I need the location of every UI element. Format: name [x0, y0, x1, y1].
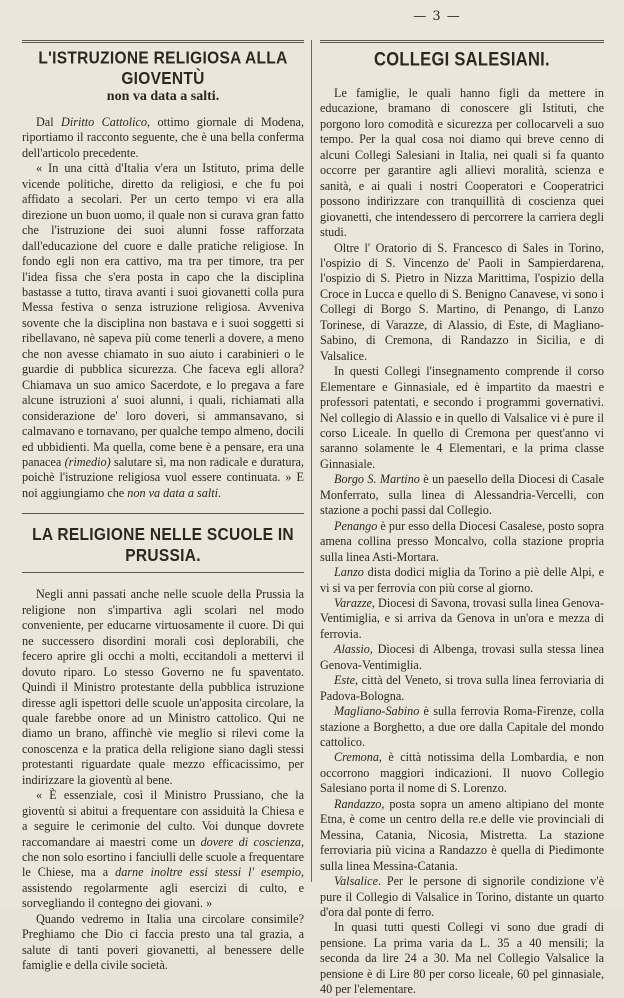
paragraph: Dal Diritto Cattolico, ottimo giornale di Modena, riportiamo il racconto seguente, che è una bella conferma dell'articolo precedente. — [22, 115, 304, 160]
paragraph: Quando vedremo in Italia una circolare consimile? Preghiamo che Dio ci faccia presto una tal grazia, a salute di tanti poveri giovanetti, al benessere delle famiglie e della civile società. — [22, 911, 304, 973]
place-name: Penango — [334, 518, 378, 533]
collegio-paragraph: Este, città del Veneto, si trova sulla linea ferroviaria di Padova-Bologna. — [320, 673, 604, 703]
article-subtitle: non va data a salti. — [106, 89, 220, 104]
collegi-paragraphs — [320, 86, 604, 998]
place-name: Varazze — [334, 595, 372, 610]
paragraph: « In una città d'Italia v'era un Istituto, prima delle vicende politiche, diretto da religiosi, e che fu poi affidato a secolari. Per un certo tempo vi era alla direzione un buon uomo, il quale non si curava gran fatto che l'istruzione dei suoi alunni fosse rafforzata dall'educazione del cuore e dalle pratiche religiose. In fondo egli non era cattivo, ma tra per timore, tra per l'idea fissa che s'era posta in capo che la disciplina bastasse a tutto, tirava avanti i suoi giovanetti colla pura Messa festiva o senza istruzione religiosa. Avveniva sovente che la disciplina non bastava e i suoi soggetti si ribellavano, nè sapeva più come tenerli a dovere, a meno che non avesse chiamato in suo aiuto i carabinieri o le guardie di pubblica sicurezza. Che faceva egli allora? Chiamava un suo amico Sacerdote, e lo pregava a fare alcune istruzioni a' suoi alunni, i quali, richiamati alla considerazione de' loro doveri, si ammansavano, si calmavano e tornavano, per qualche tempo almeno, docili ed ubbidienti. Ma quella, come bene è a pensare, era una panacea (rimedio) salutare sì, ma non radicale e duratura, poichè l'istruzione religiosa vuol essere continuata. » E noi aggiungiamo che non va data a salti. — [22, 161, 304, 500]
article-title-collegi: COLLEGI SALESIANI. — [374, 49, 550, 71]
collegio-paragraph: In quasi tutti questi Collegi vi sono due gradi di pensione. La prima varia da L. 35 a 40 mensili; la seconda da lire 24 a 30. Ma nel Collegio Valsalice la pensione è di Lire 80 per corso liceale, 60 pel ginnasiale, 40 per l'elementare. — [320, 920, 604, 997]
collegio-paragraph: Varazze, Diocesi di Savona, trovasi sulla linea Genova-Ventimiglia, e si arriva da Genova in un'ora e mezza di ferrovia. — [320, 595, 604, 641]
collegio-paragraph: Alassio, Diocesi di Albenga, trovasi sulla stessa linea Genova-Ventimiglia. — [320, 642, 604, 672]
page-number: — 3 — — [413, 9, 461, 24]
collegio-paragraph: Cremona, è città notissima della Lombardia, e non occorrono maggiori indicazioni. Il nuovo Collegio Salesiano porta il nome di S. Lorenzo. — [320, 750, 604, 796]
rule-top-left — [22, 40, 304, 43]
place-name: Valsalice — [334, 874, 378, 889]
collegio-paragraph: Lanzo dista dodici miglia da Torino a piè delle Alpi, e vi si va per ferrovia con più corse al giorno. — [320, 565, 604, 595]
place-name: Cremona — [334, 750, 379, 765]
place-name: Borgo S. Martino — [334, 472, 420, 487]
collegio-paragraph: Le famiglie, le quali hanno figli da mettere in educazione, bramano di conoscere gli Istituti, che porgono loro comodità e sicurezza per collocarveli a suo tempo. Per la qual cosa noi diamo qui breve cenno di alcuni Collegi Salesiani in Italia, nei quali si fa quanto occorre per garantire agli allievi moralità, scienza e sanità, e ai quali i nostri Cooperatori e Cooperatrici possono indirizzare con tranquillità di coscienza quei giovanetti, che intendessero di percorrere la carriera degli studi. — [320, 86, 604, 240]
left-column — [22, 40, 304, 974]
rule-top-right — [320, 40, 604, 43]
right-column — [320, 40, 604, 998]
article-title-prussia: LA RELIGIONE NELLE SCUOLE IN PRUSSIA. — [32, 525, 294, 566]
collegio-paragraph: Magliano-Sabino è sulla ferrovia Roma-Firenze, colla stazione a Borghetto, a due ore dalla Capitale del mondo cattolico. — [320, 704, 604, 750]
collegio-paragraph: Penango è pur esso della Diocesi Casalese, posto sopra amena collina presso Moncalvo, colla stazione propria sulla linea Asti-Mortara. — [320, 518, 604, 564]
collegio-paragraph: In questi Collegi l'insegnamento comprende il corso Elementare e Ginnasiale, ed è impartito da maestri e professori patentati, e secondo i programmi governativi. Nel collegio di Alassio e in quello di Valsalice vi è pure il corso Liceale. In quello di Cremona per quest'anno vi saranno solamente le 4 Elementari, e la prima classe Ginnasiale. — [320, 364, 604, 471]
place-name: Randazzo — [334, 796, 382, 811]
collegio-paragraph: Oltre l' Oratorio di S. Francesco di Sales in Torino, l'ospizio di S. Vincenzo de' Paoli in Sampierdarena, l'ospizio di S. Pietro in Nizza Marittima, l'ospizio della Croce in Lucca e quello di S. Benigno Canavese, vi sono i Collegi di Borgo S. Martino, di Penango, di Lanzo Torinese, di Varazze, di Alassio, di Este, di Magliano-Sabino, di Cremona, di Randazzo in Sicilia, e di Valsalice. — [320, 240, 604, 363]
collegio-paragraph: Valsalice. Per le persone di signorile condizione v'è pure il Collegio di Valsalice in Torino, distante un quarto d'ora dal ponte di ferro. — [320, 874, 604, 920]
collegio-paragraph: Randazzo, posta sopra un ameno altipiano del monte Etna, è come un centro della re.e delle vie provinciali di Messina, Catania, Nicosia, Mistretta. La stazione ferroviaria più vicina a Randazzo è quella di Piedimonte sulla linea Messina-Catania. — [320, 796, 604, 873]
article-title-istruzione: L'ISTRUZIONE RELIGIOSA ALLA GIOVENTÙ — [38, 48, 288, 89]
rule-mid-left — [22, 513, 304, 514]
place-name: Alassio — [334, 642, 370, 657]
paragraph: « È essenziale, così il Ministro Prussiano, che la gioventù si abitui a frequentare con assiduità la Chiesa e a seguire le cerimonie del culto. Voi dunque dovrete raccomandare ai maestri come un dovere di coscienza, che non solo esortino i fanciulli delle scuole a frequentare le Chiese, ma a darne inoltre essi stessi l' esempio, assistendo regolarmente agli esercizi di culto, e sorvegliando il contegno dei giovani. » — [22, 788, 304, 911]
paragraph: Negli anni passati anche nelle scuole della Prussia la religione non s'impartiva agli scolari nel modo conveniente, per educarne virtuosamente il cuore. Di qui ne successero disordini morali così deplorabili, che fecero aprire gli occhi a molti, eccitandoli a mettervi il dovuto riparo. Lo stesso Governo ne fu spaventato. Quindi il Ministro protestante della pubblica istruzione diresse agli ispettori delle scuole un'apposita circolare, la quale farebbe onore ad un Ministro cattolico. Qui ne diamo un brano, affinchè vie meglio si rilevi come la conoscenza e la pratica della religione siano dagli stessi protestanti riguardate quale mezzo efficacissimo, per indirizzare la gioventù al bene. — [22, 587, 304, 787]
place-name: Este — [334, 673, 355, 688]
column-divider — [311, 40, 312, 882]
collegio-paragraph: Borgo S. Martino è un paesello della Diocesi di Casale Monferrato, sulla linea di Alessandria-Vercelli, con stazione a pochi passi dal Collegio. — [320, 472, 604, 518]
place-name: Lanzo — [334, 565, 364, 580]
place-name: Magliano-Sabino — [334, 704, 420, 719]
